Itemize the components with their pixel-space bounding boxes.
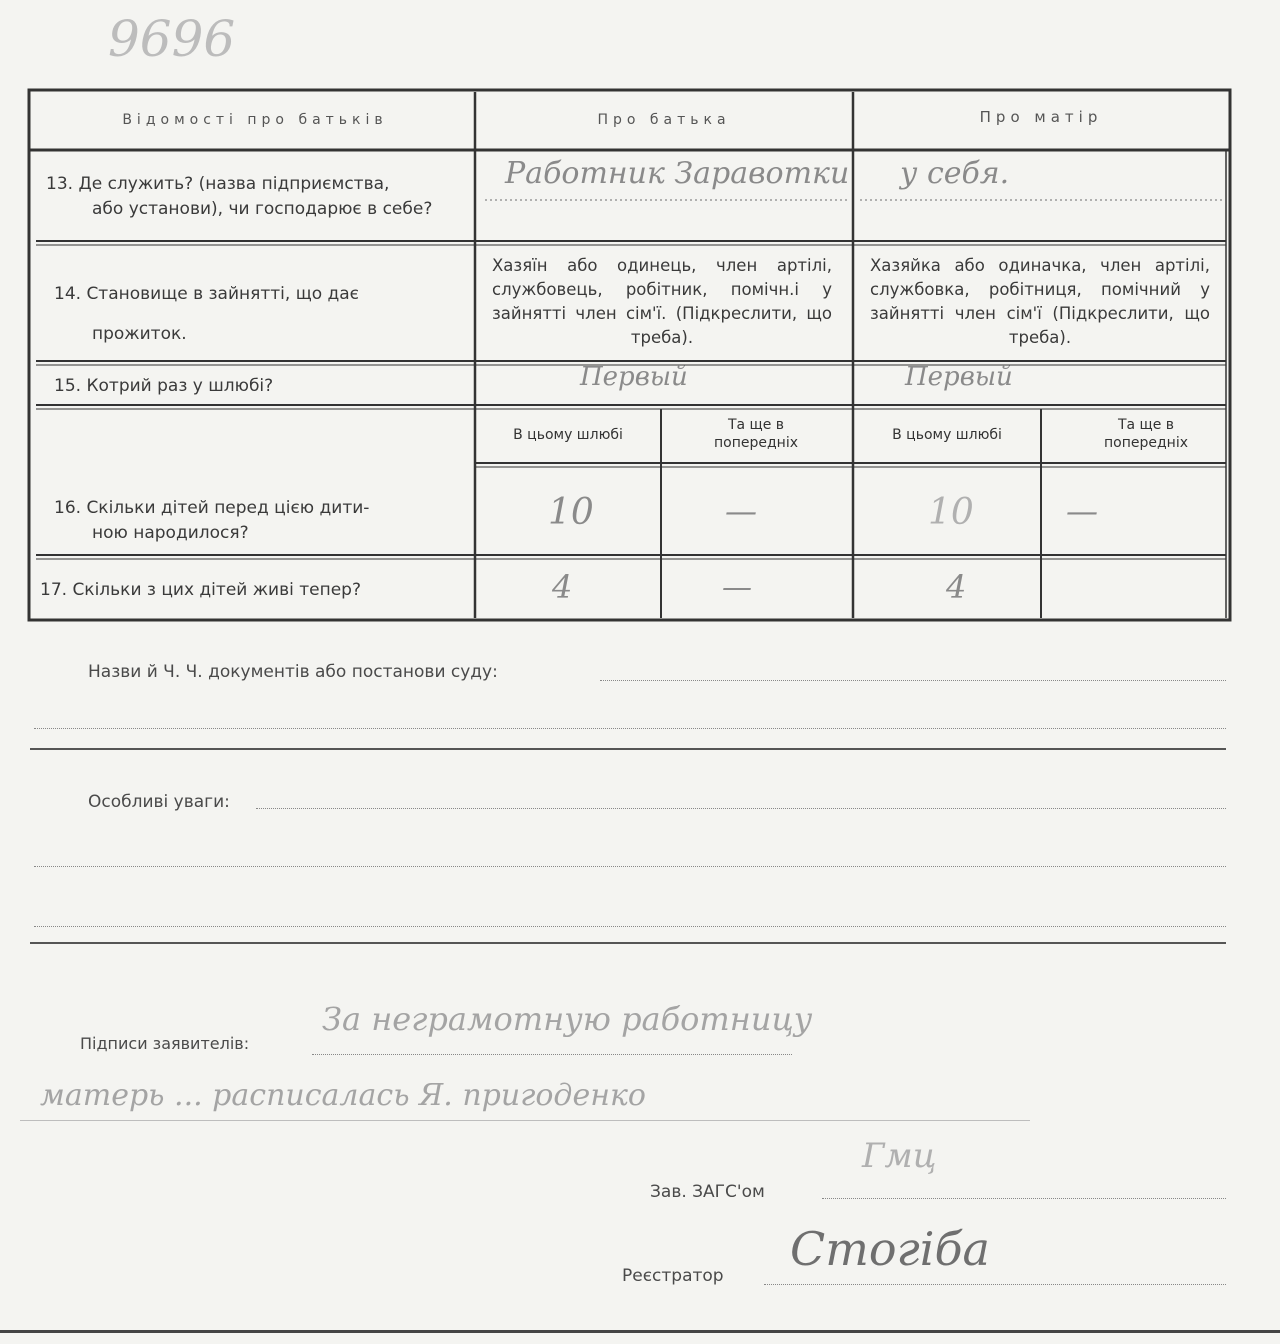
mother-marriage-count: Первый [905, 362, 1013, 392]
remarks-line-3 [34, 926, 1226, 927]
documents-separator [30, 748, 1226, 750]
header-mother: Про матір [979, 108, 1103, 126]
remarks-line-2 [34, 866, 1226, 867]
father-children-alive-previous: — [722, 570, 752, 605]
question-16: 16. Скільки дітей перед цією дити- ною народилося? [54, 498, 370, 543]
signatures-line [312, 1054, 792, 1055]
head-zags-label: Зав. ЗАГС'ом [650, 1182, 765, 1202]
header-info: Відомості про батьків [122, 112, 388, 128]
signatures-label: Підписи заявителів: [80, 1034, 250, 1053]
mother-children-alive: 4 [946, 568, 967, 606]
question-17: 17. Скільки з цих дітей живі тепер? [40, 580, 361, 600]
header-father: Про батька [597, 112, 731, 128]
question-15: 15. Котрий раз у шлюбі? [54, 376, 274, 396]
father-marriage-count: Первый [580, 362, 688, 392]
mother-children-born: 10 [928, 492, 974, 533]
father-children-born-previous: — [725, 492, 757, 530]
question-14: 14. Становище в зайнятті, що дає прожиток. [54, 284, 360, 344]
mother-occupation-options: Хазяйка або одиначка, член артілі, службовка, робітниця, помічний у зайнятті член сім'ї (Підкреслити, що треба). [870, 256, 1210, 347]
head-zags-signature: Гмц [862, 1136, 937, 1176]
documents-line-1 [600, 680, 1226, 681]
father-occupation-options: Хазяїн або одинець, член артілі, службовець, робітник, помічн.і у зайнятті член сім'ї. (Підкреслити, що треба). [492, 256, 832, 347]
registrar-signature: Стогіба [790, 1222, 990, 1276]
subheader-father-previous: Та ще в попередніх [714, 417, 798, 451]
question-13: 13. Де служить? (назва підприємства, або установи), чи господарює в себе? [46, 174, 433, 219]
documents-line-2 [34, 728, 1226, 729]
signatures-underline [20, 1120, 1030, 1121]
remarks-label: Особливі уваги: [88, 792, 230, 812]
documents-label: Назви й Ч. Ч. документів або постанови суду: [88, 662, 498, 682]
bottom-border [0, 1330, 1280, 1333]
father-children-born: 10 [548, 492, 594, 533]
subheader-mother-this: В цьому шлюбі [892, 427, 1002, 443]
remarks-separator [30, 942, 1226, 944]
head-zags-line [822, 1198, 1226, 1199]
remarks-line-1 [256, 808, 1226, 809]
applicant-signature-line2: матерь ... расписалась Я. пригоденко [40, 1078, 646, 1113]
father-children-alive: 4 [552, 568, 573, 606]
father-workplace: Работник Зaравотки [505, 156, 850, 191]
mother-children-born-previous: — [1066, 492, 1098, 530]
registrar-line [764, 1284, 1226, 1285]
subheader-father-this: В цьому шлюбі [513, 427, 623, 443]
applicant-signature-line1: За неграмотную работницу [322, 1000, 813, 1038]
subheader-mother-previous: Та ще в попередніх [1104, 417, 1188, 451]
registrar-label: Реєстратор [622, 1266, 724, 1286]
corner-note: 9696 [108, 10, 236, 68]
mother-workplace: у себя. [900, 156, 1010, 191]
